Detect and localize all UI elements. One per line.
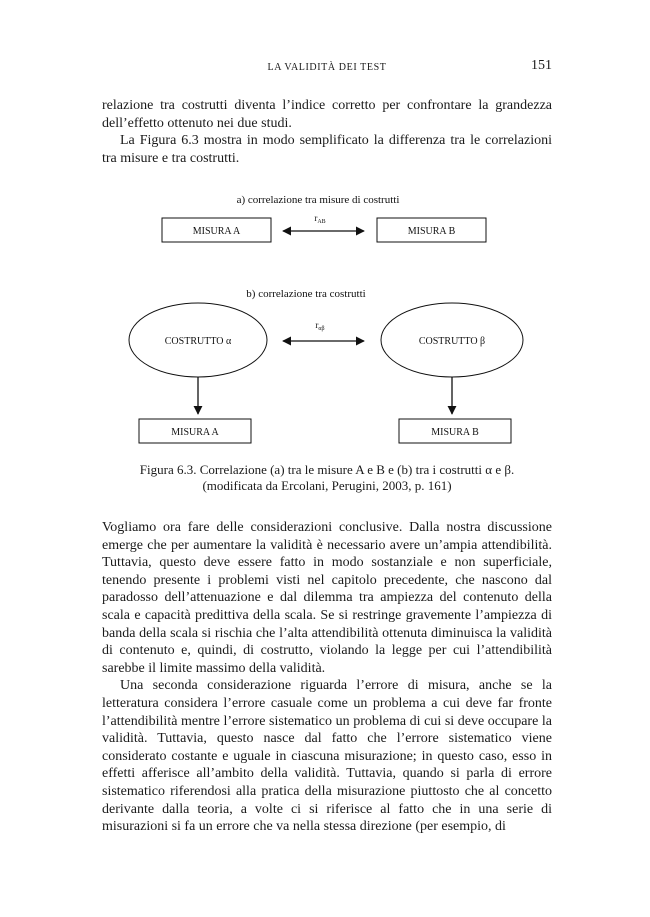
panel-b-costrutto-alpha-label: COSTRUTTO α <box>164 336 232 347</box>
paragraph: Una seconda considerazione riguarda l’errore di misura, anche se la letteratura considera l’errore casuale come un problema a cui deve far fronte l’attendibilità mentre l’errore sistematico un problema di cui si deve occupare la validità. Tuttavia, questo nasce dal fatto che l’errore sistematico viene considerato costante e uguale in ciascuna misurazione; in questo caso, esso in effetti afferisce all’ambito della validità. Tuttavia, quando si parla di errore sistematico riferendosi alla pratica della misurazione piuttosto che al concetto derivante dalla teoria, a volte ci si riferisce al fatto che in una serie di misurazioni si fa un errore che va nella stessa direzione (per esempio, di <box>102 678 552 835</box>
panel-b-misura-b-label: MISURA B <box>431 427 479 438</box>
caption-source: (modificata da Ercolani, Perugini, 2003, p. 161) <box>202 478 452 493</box>
body-text <box>102 519 552 836</box>
running-title: LA VALIDITÀ DEI TEST <box>267 62 387 73</box>
panel-a-misura-b-label: MISURA B <box>407 226 456 237</box>
paragraph: relazione tra costrutti diventa l’indice corretto per confrontare la grandezza dell’effetto ottenuto nei due studi. <box>102 98 552 131</box>
figure-caption <box>102 462 552 494</box>
panel-b-correlation-label: $r_{\alpha\beta}$ <box>315 320 325 332</box>
panel-b-costrutto-beta-label: COSTRUTTO β <box>418 336 486 347</box>
panel-a-misura-a-label: MISURA A <box>192 226 241 237</box>
page-number: 151 <box>531 58 552 73</box>
paragraph: La Figura 6.3 mostra in modo semplificato la differenza tra le correlazioni tra misure e tra costrutti. <box>102 133 552 166</box>
paragraph: Vogliamo ora fare delle considerazioni conclusive. Dalla nostra discussione emerge che per aumentare la validità è necessario avere un’ampia attendibilità. Tuttavia, questo deve essere fatto in modo sostanziale e non superficiale, tenendo presente i problemi visti nel capitolo precedente, che nascono dal paradosso dell’attenuazione e dal dilemma tra ampiezza del contenuto della scala e capacità predittiva della scala. Se si restringe gravemente l’ampiezza di banda della scala si rischia che l’alta attendibilità ottenuta diminuisca la validità di contenuto e, quindi, di costrutto, violando la legge per cui l’attendibilità sarebbe il limite massimo della validità. <box>102 520 552 676</box>
panel-a-title: a) correlazione tra misure di costrutti <box>236 194 400 206</box>
panel-b-misura-a-label: MISURA A <box>171 427 219 438</box>
panel-b-title: b) correlazione tra costrutti <box>246 288 366 300</box>
caption-line: Figura 6.3. Correlazione (a) tra le misure A e B e (b) tra i costrutti α e β. <box>139 462 515 477</box>
panel-a-correlation-label: $r_{AB}$ <box>314 213 326 225</box>
